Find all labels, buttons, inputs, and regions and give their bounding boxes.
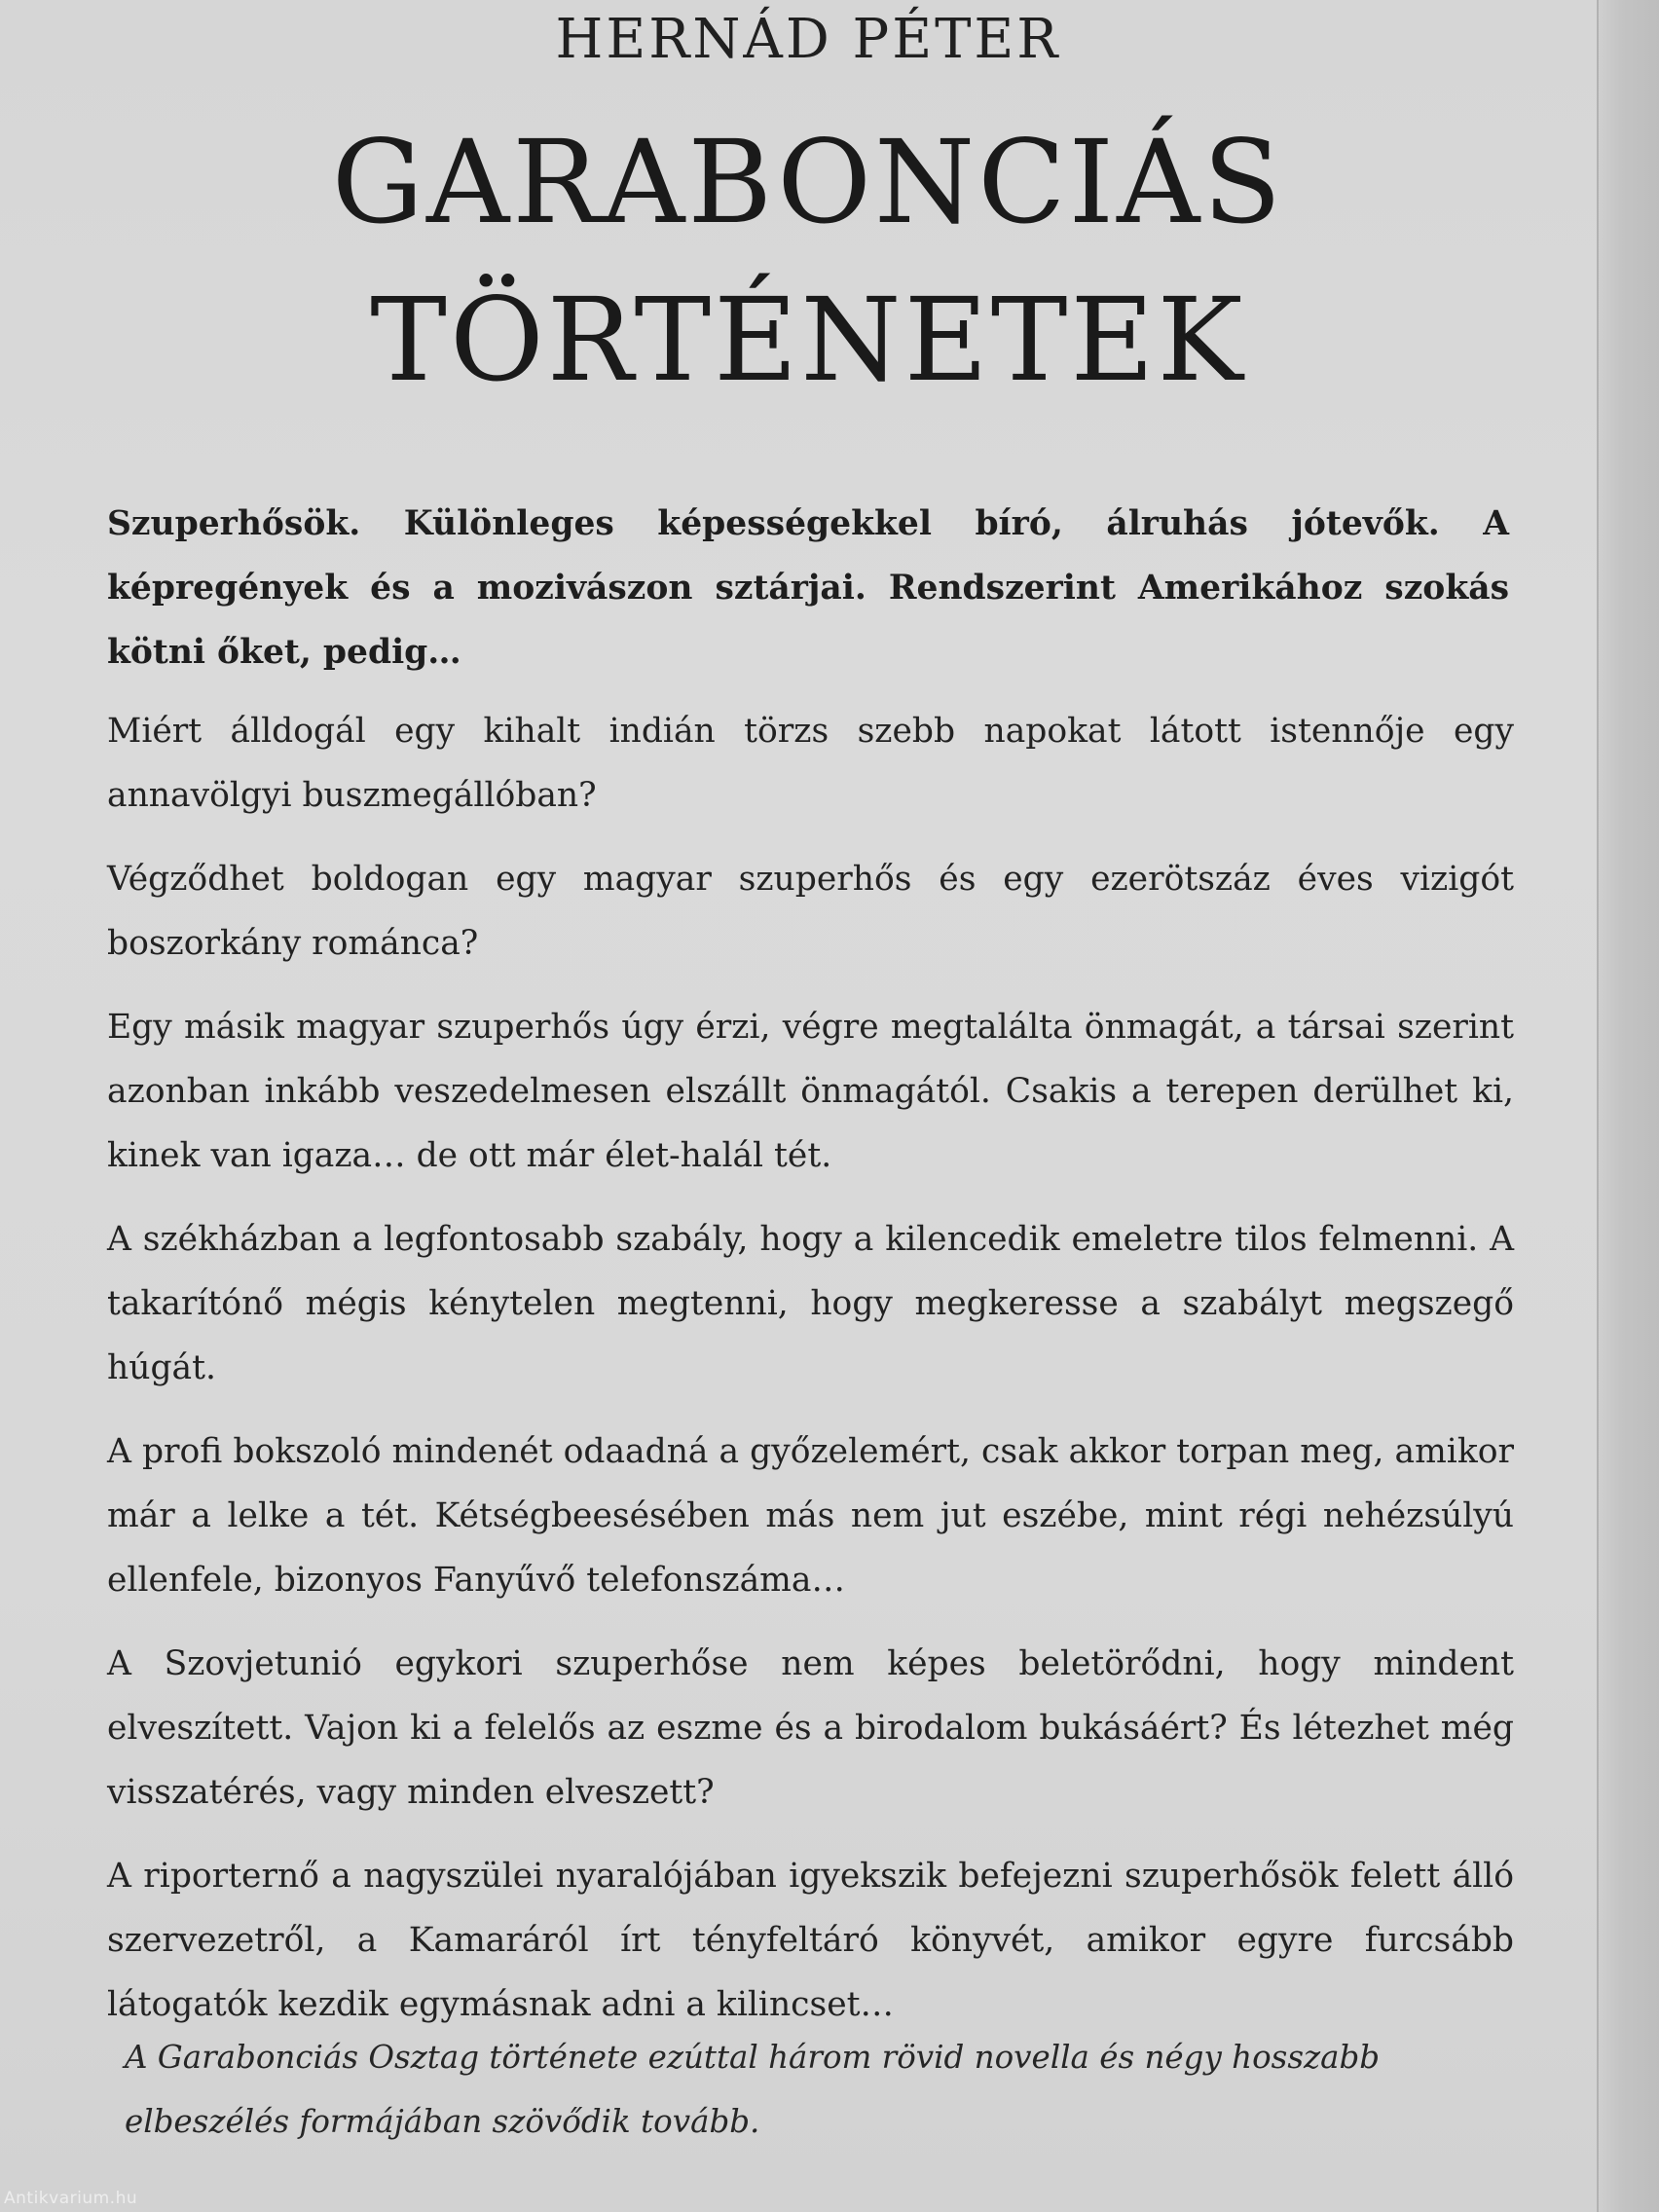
blurb-paragraph: A profi bokszoló mindenét odaadná a győzelemért, csak akkor torpan meg, amikor már a lelke a tét. Kétségbeesésében más nem jut eszébe, mint régi nehézsúlyú ellenfele, bizonyos Fanyűvő telefonszáma… — [107, 1432, 1514, 1600]
blurb-lead: Szuperhősök. Különleges képességekkel bíró, álruhás jótevők. A képregények és a mozivászon sztárjai. Rendszerint Amerikához szokás kötni őket, pedig… — [107, 504, 1509, 672]
book-title-line-1: GARABONCIÁS — [331, 115, 1285, 249]
blurb-paragraph: Miért álldogál egy kihalt indián törzs szebb napokat látott istennője egy annavölgyi buszmegállóban? — [107, 712, 1514, 815]
blurb-paragraph: Végződhet boldogan egy magyar szuperhős és egy ezerötszáz éves vizigót boszorkány románca? — [107, 860, 1514, 963]
blurb-paragraph: Egy másik magyar szuperhős úgy érzi, végre megtalálta önmagát, a társai szerint azonban inkább veszedelmesen elszállt önmagától. Csakis a terepen derülhet ki, kinek van igaza… de ott már élet-halál tét. — [107, 1008, 1514, 1175]
book-title-line-2: TÖRTÉNETEK — [370, 273, 1246, 407]
site-watermark: Antikvarium.hu — [4, 2189, 138, 2208]
blurb-paragraph: A Szovjetunió egykori szuperhőse nem képes beletörődni, hogy mindent elveszített. Vajon ki a felelős az eszme és a birodalom bukásáért? És létezhet még visszatérés, vagy minden elveszett? — [107, 1644, 1514, 1812]
blurb-closing: A Garabonciás Osztag története ezúttal három rövid novella és négy hosszabb elbeszélés formájában szövődik tovább. — [125, 2039, 1381, 2140]
blurb-body — [107, 699, 1514, 2056]
blurb-paragraph: A riporternő a nagyszülei nyaralójában igyekszik befejezni szuperhősök felett álló szervezetről, a Kamaráról írt tényfeltáró könyvét, amikor egyre furcsább látogatók kezdik egymásnak adni a kilincset… — [107, 1857, 1514, 2024]
author-name: HERNÁD PÉTER — [555, 8, 1061, 71]
blurb-paragraph: A székházban a legfontosabb szabály, hogy a kilencedik emeletre tilos felmenni. A takarítónő mégis kénytelen megtenni, hogy megkeresse a szabályt megszegő húgát. — [107, 1220, 1514, 1387]
